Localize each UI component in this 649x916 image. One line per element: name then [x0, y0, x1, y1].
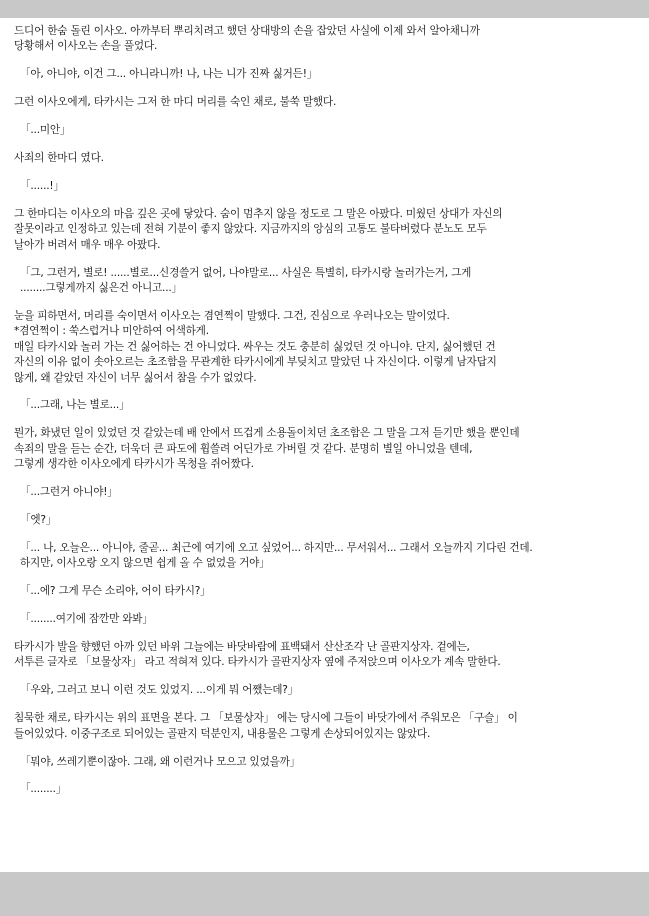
document-body: [14, 24, 640, 798]
paragraph-narration: 그런 이사오에게, 타카시는 그저 한 마디 머리를 숙인 채로, 불쑥 말했다.: [14, 96, 337, 109]
document-page: [0, 18, 649, 872]
paragraph-dialogue: 「그, 그런거, 별로! ......별로...신경쓸거 없어, 나야말로... 사실은 특별히, 타카시랑 놀러가는거, 그게 ........그렇게까지 싫은건 아니고...」: [20, 266, 472, 294]
paragraph-narration: 뭔가, 화냈던 일이 있었던 것 같았는데 배 안에서 뜨겁게 소용돌이치던 초조함은 그 말을 그저 듣기만 했을 뿐인데 속죄의 말을 듣는 순간, 더욱더 큰 파도에 휩쓸려 어딘가로 가버릴 것 같다. 분명히 별일 아니었을 텐데, 그렇게 생각한 이사오에게 타카시가 목청을 쥐어짰다.: [14, 427, 520, 471]
paragraph-dialogue: 「...그래, 나는 별로...」: [20, 399, 130, 412]
paragraph-dialogue: 「아, 아니야, 이건 그... 아니라니까! 나, 나는 니가 진짜 싫거든!」: [20, 68, 318, 81]
top-margin: [0, 0, 649, 18]
paragraph-dialogue: 「우와, 그러고 보니 이런 것도 있었지. ...이게 뭐 어쨌는데?」: [20, 684, 299, 697]
paragraph-narration: 타카시가 발을 향했던 아까 있던 바위 그늘에는 바닷바람에 표백돼서 산산조각 난 골판지상자. 겉에는, 서투른 글자로 「보물상자」 라고 적혀져 있다. 타카시가 골판지상자 옆에 주저앉으며 이사오가 계속 말한다.: [14, 640, 501, 669]
paragraph-narration: 사죄의 한마디 였다.: [14, 152, 104, 165]
paragraph-dialogue: 「...미안」: [20, 124, 71, 137]
paragraph-narration: 그 한마디는 이사오의 마음 깊은 곳에 닿았다. 숨이 멈추지 않을 정도로 그 말은 아팠다. 미웠던 상대가 자신의 잘못이라고 인정하고 있는데 전혀 기분이 좋지 않았다. 지금까지의 앙심의 고통도 불타버렸다 분노도 모두 날아가 버려서 매우 매우 아팠다.: [14, 207, 503, 251]
paragraph-narration: 침묵한 채로, 타카시는 위의 표면을 본다. 그 「보물상자」 에는 당시에 그들이 바닷가에서 주워모은 「구슬」 이 들어있었다. 이중구조로 되어있는 골판지 덕분인지, 내용물은 그렇게 손상되어있지는 않았다.: [14, 712, 518, 740]
paragraph-dialogue: 「........여기에 잠깐만 와봐」: [20, 613, 153, 626]
paragraph-dialogue: 「...에? 그게 무슨 소리야, 어이 타카시?」: [20, 585, 211, 598]
paragraph-dialogue: 「........」: [20, 783, 67, 796]
paragraph-narration: 눈을 피하면서, 머리를 숙이면서 이사오는 겸연쩍이 말했다. 그건, 진심으로 우러나오는 말이었다. *겸연쩍이 : 쑥스럽거나 미안하여 어색하게. 매일 타카시와 놀러 가는 건 싫어하는 건 아니었다. 싸우는 것도 충분히 싫었던 것 아니야. 단지, 싫어했던 건 자신의 이유 없이 솟아오르는 초조함을 무관계한 타카시에게 부딪치고 말았던 나 자신이다. 이렇게 남자답지 않게, 왜 같았던 자신이 너무 싫어서 참을 수가 없었다.: [14, 309, 497, 384]
paragraph-dialogue: 「......!」: [20, 179, 64, 192]
paragraph-dialogue: 「엣?」: [20, 513, 57, 526]
paragraph-dialogue: 「뭐야, 쓰레기뿐이잖아. 그래, 왜 이런거나 모으고 있었을까」: [20, 755, 301, 768]
paragraph-narration: 드디어 한숨 돌린 이사오. 아까부터 뿌리치려고 했던 상대방의 손을 잡았던 사실에 이제 와서 알아채니까 당황해서 이사오는 손을 풀었다.: [14, 25, 480, 53]
paragraph-dialogue: 「...그런거 아니야!」: [20, 486, 118, 499]
bottom-margin: [0, 872, 649, 916]
paragraph-dialogue: 「... 나, 오늘은... 아니야, 줄곧... 최근에 여기에 오고 싶었어... 하지만... 무서워서... 그래서 오늘까지 기다린 건데. 하지만, 이사오랑 오지 않으면 쉽게 올 수 없었을 거야」: [20, 541, 533, 570]
